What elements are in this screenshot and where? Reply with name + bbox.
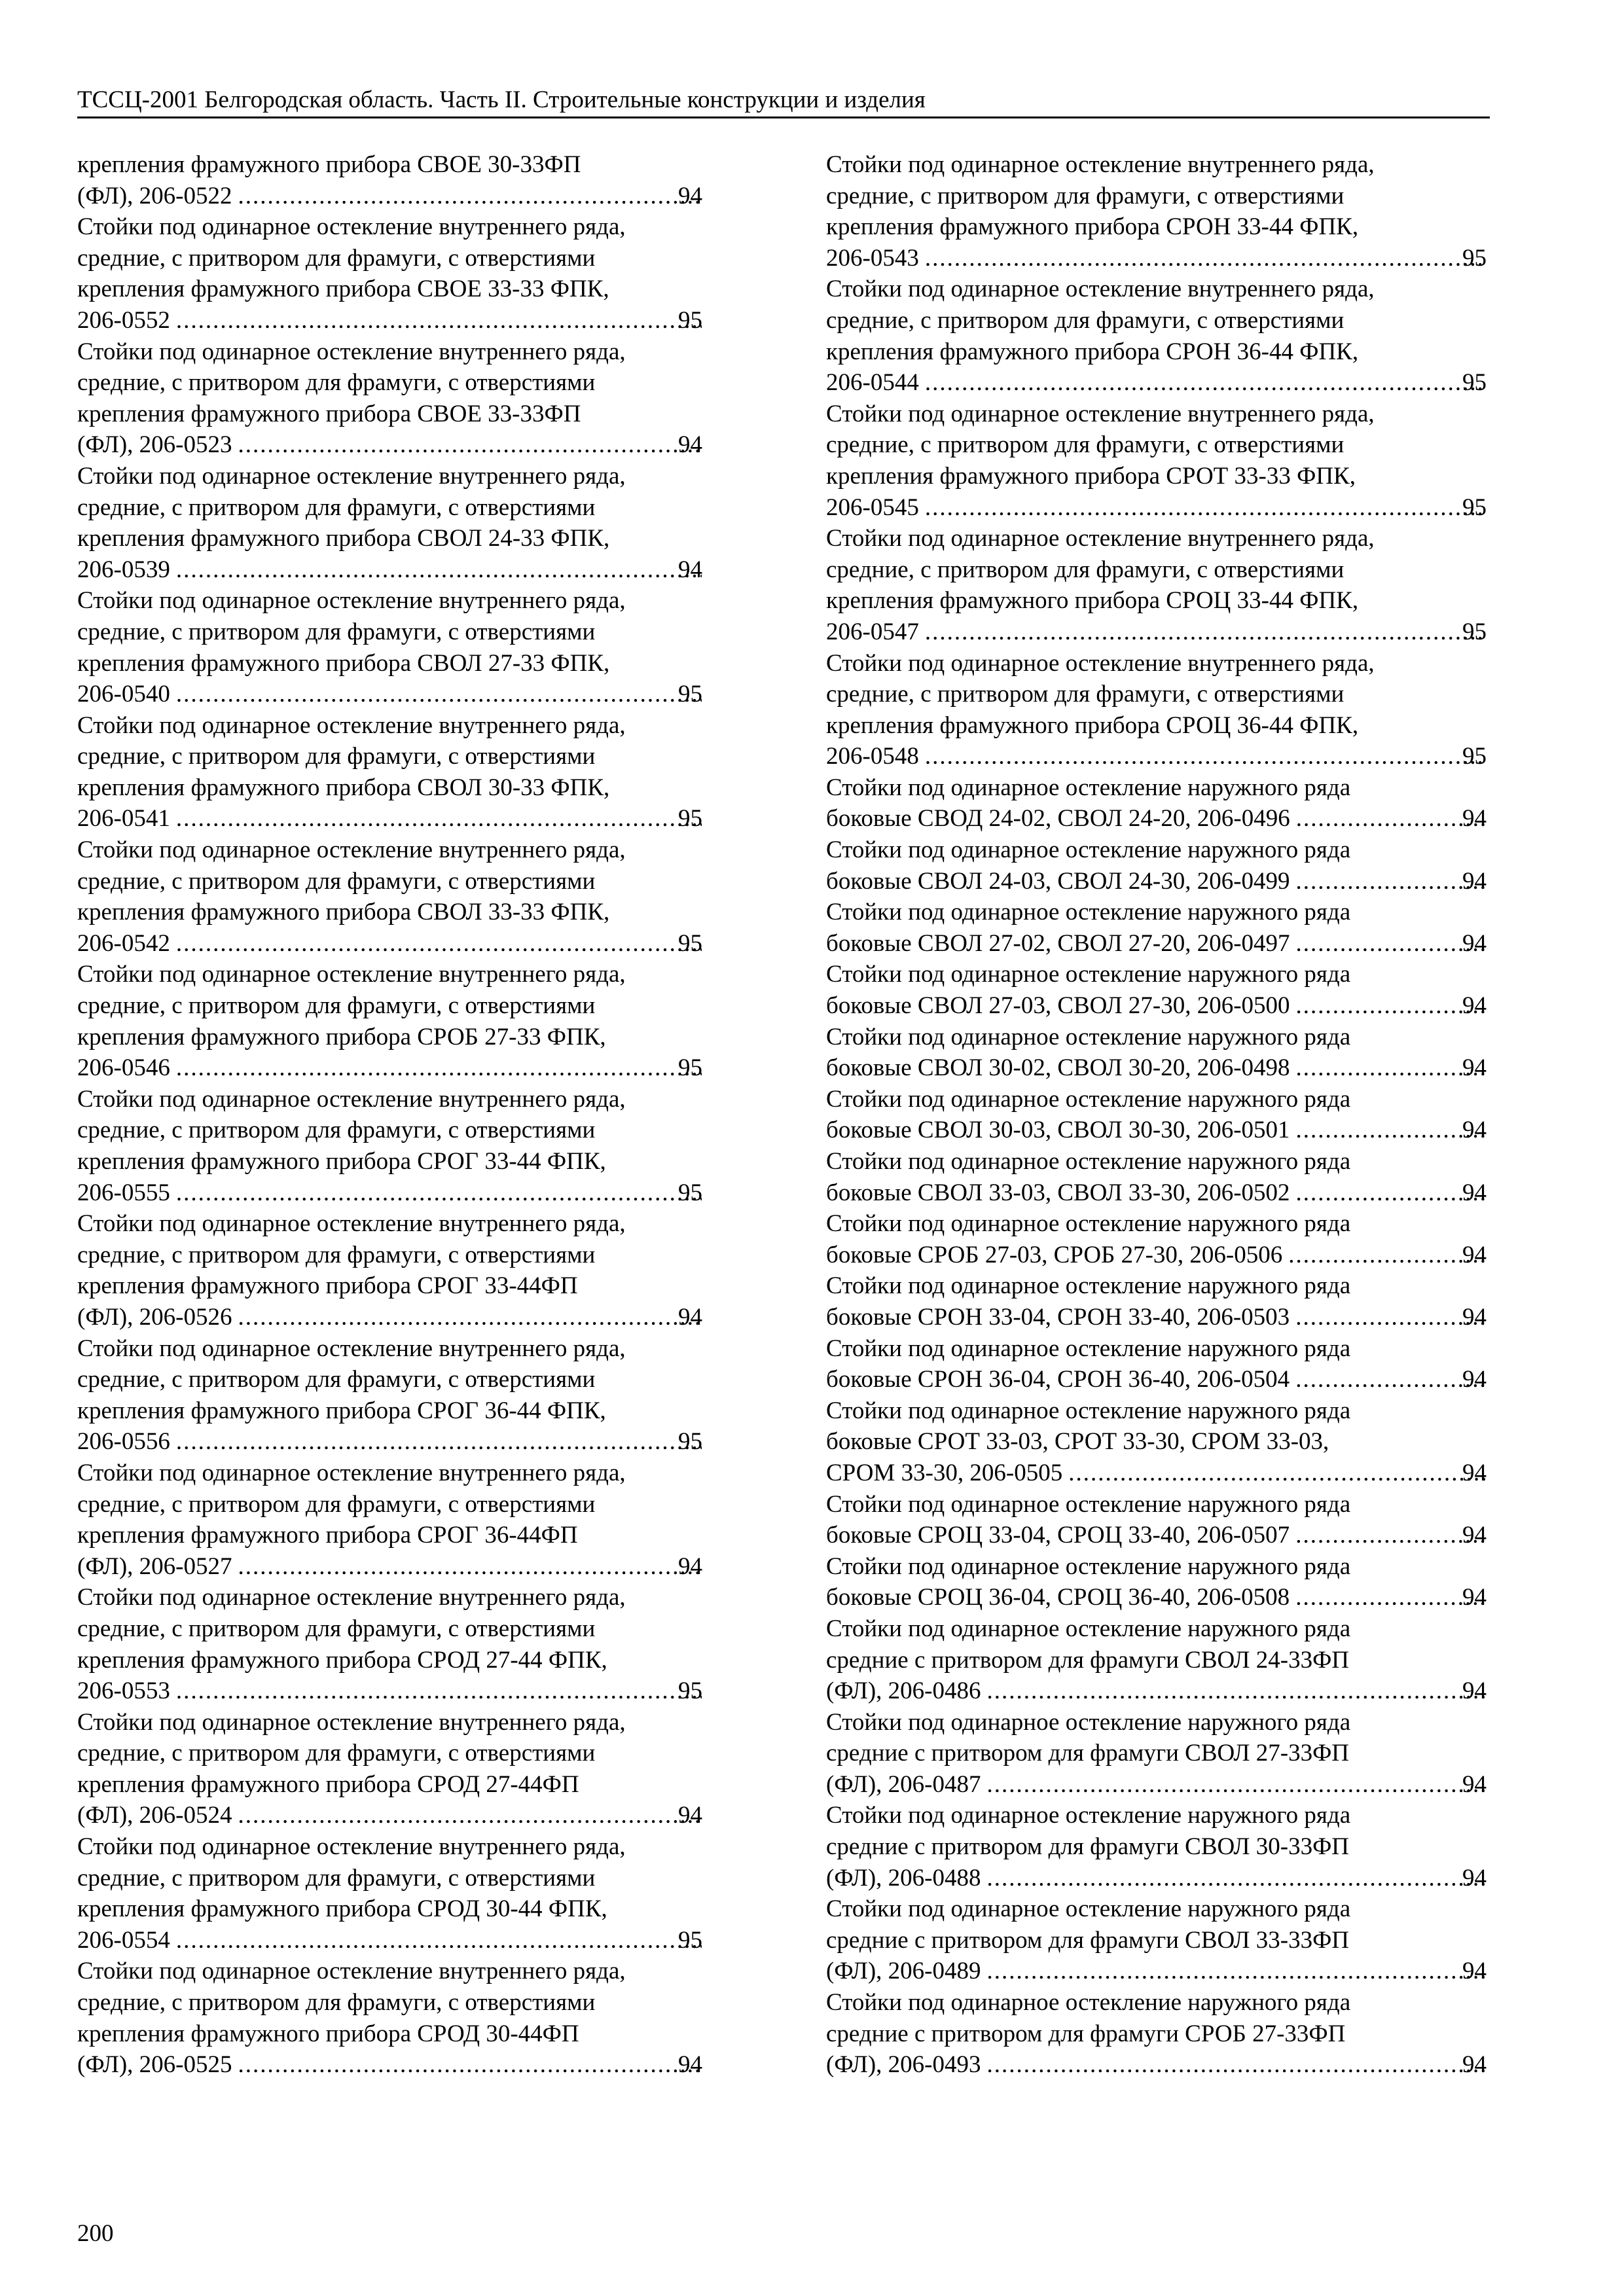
entry-last-line: 206-0542 ..... 95 [105,928,706,960]
index-entry [826,399,1490,523]
dot-leader [1294,1115,1486,1146]
index-entry [826,1707,1490,1801]
entry-text-line: Стойки под одинарное остекление наружного ряда [826,1335,1351,1362]
dot-leader [985,2049,1486,2081]
entry-last-line: боковые СРОН 33-04, СРОН 33-40, 206-0503 ..... 94 [854,1302,1490,1333]
index-entry [77,1333,706,1458]
entry-text-line: Стойки под одинарное остекление внутреннего ряда, [77,1210,626,1238]
entry-text-line: Стойки под одинарное остекление внутреннего ряда, [77,213,626,241]
entry-text-line: крепления фрамужного прибора СРОГ 33-44ФП [77,1272,578,1300]
entry-text-line: средние с притвором для фрамуги СВОЛ 33-33ФП [826,1926,1350,1954]
entry-last-line: боковые СВОЛ 27-02, СВОЛ 27-20, 206-0497 ..... 94 [854,928,1490,960]
entry-text-line: Стойки под одинарное остекление внутреннего ряда, [77,961,626,988]
entry-text-line: Стойки под одинарное остекление внутреннего ряда, [77,1335,626,1362]
index-entry [77,1208,706,1333]
entry-last-line: боковые СВОЛ 27-03, СВОЛ 27-30, 206-0500 ..... 94 [854,990,1490,1022]
dot-leader [1294,1177,1486,1209]
entry-text-line: крепления фрамужного прибора СВОЛ 33-33 ФПК, [77,899,610,926]
entry-text-line: Стойки под одинарное остекление наружного ряда [826,836,1351,864]
index-column-right [826,149,1490,2081]
index-entry [826,523,1490,647]
entry-text-line: (ФЛ), 206-0522 [77,182,232,209]
entry-text-line: средние, с притвором для фрамуги, с отверстиями [77,1740,596,1767]
entry-text-line: крепления фрамужного прибора СВОЛ 30-33 ФПК, [77,774,610,801]
index-entry [77,1707,706,1831]
header-rule [77,117,1490,118]
entry-text-line: Стойки под одинарное остекление внутреннего ряда, [77,836,626,864]
entry-last-line: 206-0554 ..... 95 [105,1925,706,1956]
dot-leader [174,1426,702,1458]
entry-text-line: боковые СВОЛ 27-02, СВОЛ 27-20, 206-0497 [826,929,1290,957]
running-header: ТССЦ-2001 Белгородская область. Часть II. Строительные конструкции и изделия [77,86,926,113]
entry-text-line: боковые СВОЛ 30-03, СВОЛ 30-30, 206-0501 [826,1117,1290,1144]
entry-text-line: средние, с притвором для фрамуги, с отверстиями [826,681,1344,708]
entry-text-line: средние, с притвором для фрамуги, с отверстиями [77,1366,596,1393]
entry-text-line: крепления фрамужного прибора СРОД 30-44 ФПК, [77,1895,607,1923]
entry-text-line: Стойки под одинарное остекление наружного ряда [826,1615,1351,1642]
dot-leader [236,1800,702,1831]
entry-text-line: крепления фрамужного прибора СРОГ 36-44 ФПК, [77,1397,606,1424]
dot-leader [1294,928,1486,960]
entry-text-line: средние, с притвором для фрамуги, с отверстиями [77,1117,596,1144]
entry-text-line: боковые СРОТ 33-03, СРОТ 33-30, СРОМ 33-03, [826,1428,1329,1456]
entry-text-line: средние, с притвором для фрамуги, с отверстиями [77,1989,596,2017]
dot-leader [174,1676,702,1707]
dot-leader [1293,1520,1486,1551]
dot-leader [1294,803,1486,834]
entry-text-line: (ФЛ), 206-0523 [77,431,232,459]
entry-text-line: (ФЛ), 206-0526 [77,1303,232,1331]
entry-text-line: боковые СРОЦ 36-04, СРОЦ 36-40, 206-0508 [826,1584,1290,1611]
index-entry [826,1893,1490,1987]
index-entry [826,274,1490,398]
index-entry [826,1551,1490,1613]
dot-leader [1293,1582,1486,1613]
dot-leader [985,1863,1486,1894]
index-entry [826,959,1490,1021]
entry-text-line: боковые СРОБ 27-03, СРОБ 27-30, 206-0506 [826,1241,1283,1268]
entry-text-line: Стойки под одинарное остекление наружного ряда [826,1708,1351,1736]
entry-text-line: крепления фрамужного прибора СРОН 33-44 ФПК, [826,213,1359,241]
index-entry [826,1800,1490,1893]
entry-text-line: 206-0540 [77,681,170,708]
index-entry [77,1084,706,1208]
entry-text-line: боковые СРОЦ 33-04, СРОЦ 33-40, 206-0507 [826,1522,1290,1549]
entry-text-line: Стойки под одинарное остекление внутреннего ряда, [77,1584,626,1611]
entry-text-line: (ФЛ), 206-0487 [826,1770,981,1798]
entry-text-line: средние, с притвором для фрамуги, с отверстиями [77,867,596,895]
entry-text-line: Стойки под одинарное остекление наружного ряда [826,774,1351,801]
entry-text-line: (ФЛ), 206-0488 [826,1864,981,1892]
dot-leader [174,1925,702,1956]
entry-text-line: крепления фрамужного прибора СРОГ 36-44ФП [77,1522,578,1549]
entry-text-line: средние, с притвором для фрамуги, с отверстиями [77,1864,596,1892]
entry-text-line: средние, с притвором для фрамуги, с отверстиями [826,431,1344,459]
entry-text-line: Стойки под одинарное остекление наружного ряда [826,1148,1351,1175]
entry-text-line: средние, с притвором для фрамуги, с отверстиями [77,493,596,521]
dot-leader [236,429,702,461]
entry-text-line: крепления фрамужного прибора СРОН 36-44 ФПК, [826,338,1359,365]
entry-last-line: (ФЛ), 206-0525 ..... 94 [105,2049,706,2081]
dot-leader [1294,1052,1486,1084]
entry-last-line: 206-0556 ..... 95 [105,1426,706,1458]
entry-text-line: средние, с притвором для фрамуги, с отверстиями [77,992,596,1020]
index-entry [77,149,706,211]
dot-leader [174,1052,702,1084]
entry-last-line: боковые СВОЛ 33-03, СВОЛ 33-30, 206-0502 ..... 94 [854,1177,1490,1209]
entry-text-line: крепления фрамужного прибора СВОЛ 24-33 ФПК, [77,525,610,552]
entry-text-line: Стойки под одинарное остекление внутреннего ряда, [77,1708,626,1736]
entry-text-line: Стойки под одинарное остекление наружного ряда [826,1085,1351,1113]
index-entry [77,461,706,585]
entry-last-line: (ФЛ), 206-0526 ..... 94 [105,1302,706,1333]
entry-last-line: боковые СРОН 36-04, СРОН 36-40, 206-0504 ..... 94 [854,1364,1490,1395]
dot-leader [174,679,702,710]
entry-text-line: средние, с притвором для фрамуги, с отверстиями [77,618,596,645]
entry-last-line: 206-0540 ..... 95 [105,679,706,710]
entry-text-line: крепления фрамужного прибора СРОЦ 33-44 ФПК, [826,587,1359,615]
entry-text-line: средние, с притвором для фрамуги, с отверстиями [77,1241,596,1268]
dot-leader [236,181,702,212]
entry-text-line: крепления фрамужного прибора СРОГ 33-44 ФПК, [77,1148,606,1175]
dot-leader [1293,1364,1486,1395]
index-entry [77,1831,706,1956]
entry-text-line: 206-0546 [77,1054,170,1082]
entry-text-line: Стойки под одинарное остекление внутреннего ряда, [826,649,1375,677]
index-entry [77,834,706,959]
entry-text-line: Стойки под одинарное остекление внутреннего ряда, [77,1958,626,1985]
entry-last-line: 206-0544 ..... 95 [854,367,1490,399]
entry-text-line: средние с притвором для фрамуги СВОЛ 30-33ФП [826,1833,1350,1861]
entry-text-line: крепления фрамужного прибора СРОД 27-44ФП [77,1770,579,1798]
entry-text-line: боковые СРОН 33-04, СРОН 33-40, 206-0503 [826,1303,1290,1331]
dot-leader [985,1956,1486,1987]
entry-text-line: Стойки под одинарное остекление наружного ряда [826,1895,1351,1923]
dot-leader [174,1177,702,1209]
entry-text-line: боковые СВОЛ 33-03, СВОЛ 33-30, 206-0502 [826,1179,1290,1206]
entry-text-line: Стойки под одинарное остекление внутреннего ряда, [77,1833,626,1861]
dot-leader [174,554,702,586]
entry-text-line: Стойки под одинарное остекление внутреннего ряда, [77,338,626,365]
entry-text-line: средние, с притвором для фрамуги, с отверстиями [77,244,596,272]
index-entry [826,897,1490,959]
entry-last-line: боковые СРОБ 27-03, СРОБ 27-30, 206-0506 ..... 94 [854,1240,1490,1271]
entry-text-line: крепления фрамужного прибора СРОД 27-44 ФПК, [77,1646,607,1674]
entry-last-line: (ФЛ), 206-0487 ..... 94 [854,1769,1490,1801]
entry-text-line: крепления фрамужного прибора СВОЕ 30-33ФП [77,151,581,178]
entry-text-line: крепления фрамужного прибора СРОТ 33-33 ФПК, [826,462,1356,490]
entry-text-line: 206-0553 [77,1677,170,1705]
index-entry [826,1208,1490,1270]
dot-leader [985,1769,1486,1801]
index-entry [826,834,1490,897]
index-entry [77,211,706,336]
index-entry [826,1489,1490,1551]
entry-text-line: (ФЛ), 206-0489 [826,1958,981,1985]
entry-text-line: 206-0548 [826,743,919,770]
entry-text-line: 206-0539 [77,556,170,583]
dot-leader [923,243,1486,274]
entry-last-line: (ФЛ), 206-0522 ..... 94 [105,181,706,212]
index-entry [826,1987,1490,2081]
entry-text-line: Стойки под одинарное остекление наружного ряда [826,1023,1351,1050]
entry-text-line: Стойки под одинарное остекление внутреннего ряда, [77,462,626,490]
entry-text-line: Стойки под одинарное остекление внутреннего ряда, [826,400,1375,427]
index-entry [77,1458,706,1582]
entry-text-line: крепления фрамужного прибора СВОЕ 33-33ФП [77,400,581,427]
entry-last-line: 206-0539 ..... 94 [105,554,706,586]
index-entry [77,710,706,834]
index-entry [77,585,706,709]
entry-last-line: 206-0548 ..... 95 [854,741,1490,772]
dot-leader [174,928,702,960]
entry-text-line: боковые СРОН 36-04, СРОН 36-40, 206-0504 [826,1366,1290,1393]
entry-text-line: боковые СВОЛ 30-02, СВОЛ 30-20, 206-0498 [826,1054,1290,1082]
entry-last-line: 206-0552 ..... 95 [105,305,706,336]
entry-text-line: 206-0545 [826,493,919,521]
index-entry [826,1084,1490,1146]
entry-text-line: 206-0555 [77,1179,170,1206]
entry-text-line: средние, с притвором для фрамуги, с отверстиями [826,182,1344,209]
index-entry [826,772,1490,834]
entry-last-line: (ФЛ), 206-0489 ..... 94 [854,1956,1490,1987]
index-entry [826,1270,1490,1333]
entry-text-line: (ФЛ), 206-0524 [77,1802,232,1829]
index-entry [77,1582,706,1706]
entry-text-line: Стойки под одинарное остекление внутреннего ряда, [826,525,1375,552]
entry-text-line: 206-0554 [77,1926,170,1954]
index-entry [826,1613,1490,1707]
entry-text-line: средние, с притвором для фрамуги, с отверстиями [77,1615,596,1642]
dot-leader [236,1302,702,1333]
entry-text-line: 206-0552 [77,306,170,334]
entry-text-line: 206-0547 [826,618,919,645]
entry-last-line: 206-0543 ..... 95 [854,243,1490,274]
entry-last-line: (ФЛ), 206-0486 ..... 94 [854,1676,1490,1707]
dot-leader [174,305,702,336]
dot-leader [923,367,1486,399]
entry-text-line: СРОМ 33-30, 206-0505 [826,1459,1063,1486]
index-entry [826,1146,1490,1208]
dot-leader [236,2049,702,2081]
entry-last-line: 206-0547 ..... 95 [854,617,1490,648]
entry-text-line: крепления фрамужного прибора СВОЛ 27-33 ФПК, [77,649,610,677]
entry-text-line: Стойки под одинарное остекление внутреннего ряда, [826,276,1375,303]
entry-text-line: Стойки под одинарное остекление наружного ряда [826,1552,1351,1580]
entry-text-line: крепления фрамужного прибора СРОБ 27-33 ФПК, [77,1023,606,1050]
entry-last-line: 206-0553 ..... 95 [105,1676,706,1707]
index-entry [826,1333,1490,1395]
index-entry [826,648,1490,772]
entry-text-line: боковые СВОЛ 24-03, СВОЛ 24-30, 206-0499 [826,867,1290,895]
entry-text-line: Стойки под одинарное остекление наружного ряда [826,1397,1351,1424]
entry-text-line: 206-0556 [77,1428,170,1456]
entry-text-line: Стойки под одинарное остекление внутреннего ряда, [77,587,626,615]
index-entry [826,1395,1490,1489]
index-entry [826,149,1490,274]
entry-text-line: крепления фрамужного прибора СРОЦ 36-44 ФПК, [826,711,1359,739]
page-number: 200 [77,2220,114,2247]
dot-leader [923,617,1486,648]
dot-leader [1294,866,1486,897]
entry-text-line: Стойки под одинарное остекление наружного ряда [826,1272,1351,1300]
entry-last-line: боковые СРОЦ 33-04, СРОЦ 33-40, 206-0507 ..... 94 [854,1520,1490,1551]
entry-text-line: средние, с притвором для фрамуги, с отверстиями [826,556,1344,583]
entry-text-line: (ФЛ), 206-0525 [77,2051,232,2079]
index-entry [77,336,706,461]
entry-last-line: (ФЛ), 206-0523 ..... 94 [105,429,706,461]
index-entry [77,1956,706,2080]
entry-text-line: средние, с притвором для фрамуги, с отверстиями [77,369,596,397]
entry-text-line: Стойки под одинарное остекление наружного ряда [826,1490,1351,1518]
entry-text-line: средние с притвором для фрамуги СВОЛ 24-33ФП [826,1646,1350,1674]
entry-last-line: (ФЛ), 206-0488 ..... 94 [854,1863,1490,1894]
entry-text-line: Стойки под одинарное остекление наружного ряда [826,961,1351,988]
entry-text-line: средние, с притвором для фрамуги, с отверстиями [77,1490,596,1518]
entry-text-line: средние с притвором для фрамуги СВОЛ 27-33ФП [826,1740,1350,1767]
dot-leader [1294,990,1486,1022]
index-entry [77,959,706,1083]
dot-leader [1286,1240,1486,1271]
entry-text-line: крепления фрамужного прибора СВОЕ 33-33 ФПК, [77,276,609,303]
entry-text-line: 206-0541 [77,805,170,833]
entry-text-line: 206-0543 [826,244,919,272]
entry-last-line: (ФЛ), 206-0493 ..... 94 [854,2049,1490,2081]
entry-last-line: (ФЛ), 206-0527 ..... 94 [105,1551,706,1583]
dot-leader [1066,1458,1486,1489]
entry-text-line: (ФЛ), 206-0486 [826,1677,981,1705]
entry-text-line: (ФЛ), 206-0527 [77,1552,232,1580]
entry-last-line: боковые СРОЦ 36-04, СРОЦ 36-40, 206-0508 ..... 94 [854,1582,1490,1613]
entry-text-line: 206-0544 [826,369,919,397]
entry-text-line: Стойки под одинарное остекление внутреннего ряда, [77,1459,626,1486]
entry-text-line: средние, с притвором для фрамуги, с отверстиями [77,743,596,770]
dot-leader [923,741,1486,772]
index-entry [826,1022,1490,1084]
dot-leader [923,492,1486,524]
entry-text-line: средние, с притвором для фрамуги, с отверстиями [826,306,1344,334]
entry-text-line: боковые СВОЛ 27-03, СВОЛ 27-30, 206-0500 [826,992,1290,1020]
entry-text-line: Стойки под одинарное остекление внутреннего ряда, [77,711,626,739]
entry-text-line: Стойки под одинарное остекление наружного ряда [826,1210,1351,1238]
entry-text-line: Стойки под одинарное остекление наружного ряда [826,1802,1351,1829]
entry-text-line: крепления фрамужного прибора СРОД 30-44ФП [77,2020,579,2047]
index-column-left [77,149,706,2081]
entry-text-line: Стойки под одинарное остекление наружного ряда [826,899,1351,926]
dot-leader [236,1551,702,1583]
entry-text-line: (ФЛ), 206-0493 [826,2051,981,2079]
entry-text-line: средние с притвором для фрамуги СРОБ 27-33ФП [826,2020,1346,2047]
entry-last-line: 206-0545 ..... 95 [854,492,1490,524]
entry-last-line: боковые СВОЛ 30-03, СВОЛ 30-30, 206-0501 ..... 94 [854,1115,1490,1146]
dot-leader [1293,1302,1486,1333]
entry-last-line: боковые СВОЛ 24-03, СВОЛ 24-30, 206-0499 ..... 94 [854,866,1490,897]
dot-leader [174,803,702,834]
entry-last-line: 206-0546 ..... 95 [105,1052,706,1084]
entry-last-line: 206-0555 ..... 95 [105,1177,706,1209]
entry-text-line: Стойки под одинарное остекление внутреннего ряда, [826,151,1375,178]
entry-text-line: 206-0542 [77,929,170,957]
entry-text-line: Стойки под одинарное остекление наружного ряда [826,1989,1351,2017]
entry-text-line: Стойки под одинарное остекление внутреннего ряда, [77,1085,626,1113]
entry-last-line: 206-0541 ..... 95 [105,803,706,834]
entry-last-line: боковые СВОД 24-02, СВОЛ 24-20, 206-0496 ..... 94 [854,803,1490,834]
entry-text-line: боковые СВОД 24-02, СВОЛ 24-20, 206-0496 [826,805,1290,833]
dot-leader [985,1676,1486,1707]
entry-last-line: (ФЛ), 206-0524 ..... 94 [105,1800,706,1831]
entry-last-line: СРОМ 33-30, 206-0505 ..... 94 [854,1458,1490,1489]
entry-last-line: боковые СВОЛ 30-02, СВОЛ 30-20, 206-0498 ..... 94 [854,1052,1490,1084]
